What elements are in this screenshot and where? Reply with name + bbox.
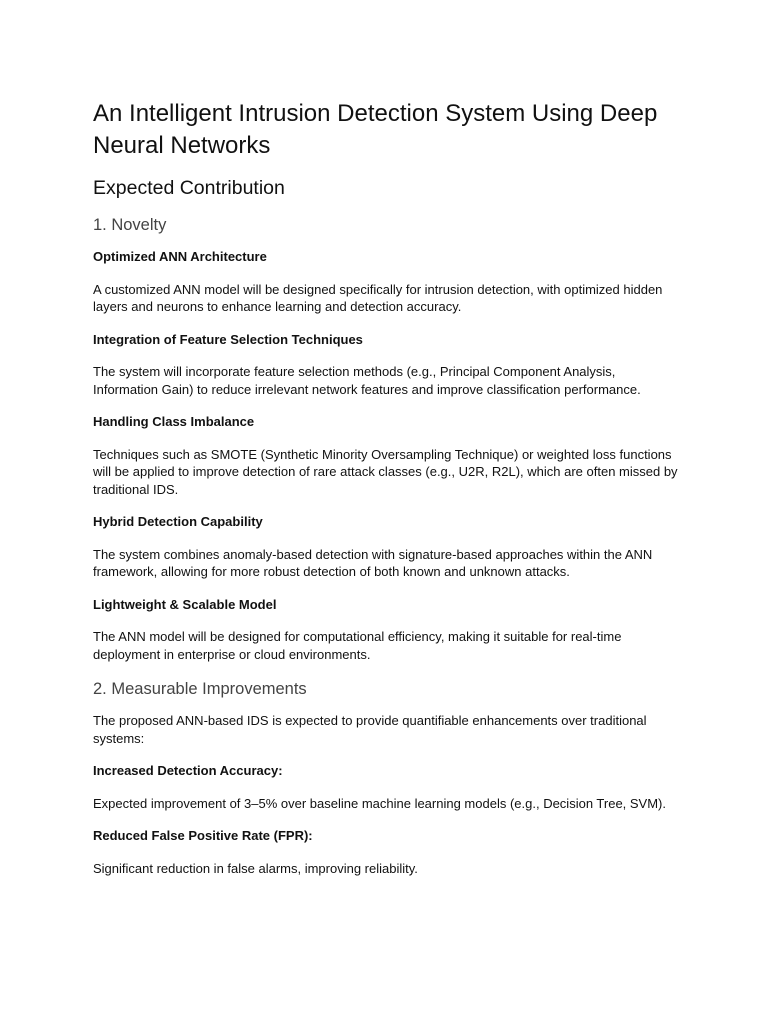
novelty-item-title: Hybrid Detection Capability (93, 514, 263, 529)
novelty-item-text: A customized ANN model will be designed specifically for intrusion detection, with optimized hidden layers and neurons to enhance learning and detection accuracy. (93, 281, 663, 314)
improvement-item-text: Significant reduction in false alarms, improving reliability. (93, 860, 418, 876)
novelty-item (93, 331, 683, 399)
novelty-item-title: Handling Class Imbalance (93, 414, 255, 429)
document-title: An Intelligent Intrusion Detection System Using Deep Neural Networks (93, 100, 658, 159)
subsection-heading-measurable-improvements: 2. Measurable Improvements (93, 680, 307, 698)
improvement-item (93, 827, 683, 877)
novelty-item-title: Lightweight & Scalable Model (93, 596, 277, 612)
subsection-heading-novelty: 1. Novelty (93, 216, 167, 234)
novelty-item-text: The system will incorporate feature selection methods (e.g., Principal Component Analysis, Information Gain) to reduce irrelevant network features and improve classification performance. (93, 364, 641, 397)
document-page (93, 98, 683, 892)
novelty-item-text: The ANN model will be designed for computational efficiency, making it suitable for real-time deployment in enterprise or cloud environments. (93, 629, 622, 662)
improvement-item-title: Reduced False Positive Rate (FPR): (93, 828, 313, 843)
novelty-item-text: The system combines anomaly-based detection with signature-based approaches within the ANN framework, allowing for more robust detection of both known and unknown attacks. (93, 546, 653, 579)
improvement-item-text: Expected improvement of 3–5% over baseline machine learning models (e.g., Decision Tree, SVM). (93, 795, 667, 811)
novelty-item-title: Integration of Feature Selection Techniques (93, 331, 363, 347)
section-heading-expected-contribution: Expected Contribution (93, 177, 285, 199)
novelty-item-title: Optimized ANN Architecture (93, 249, 267, 264)
novelty-item-text: Techniques such as SMOTE (Synthetic Minority Oversampling Technique) or weighted loss functions will be applied to improve detection of rare attack classes (e.g., U2R, R2L), which are often missed by traditional IDS. (93, 446, 678, 497)
improvement-item-title: Increased Detection Accuracy: (93, 763, 283, 778)
novelty-item (93, 513, 683, 581)
improvements-intro: The proposed ANN-based IDS is expected to provide quantifiable enhancements over traditional systems: (93, 713, 647, 746)
novelty-item (93, 413, 683, 498)
novelty-item (93, 248, 683, 316)
novelty-item (93, 596, 683, 664)
improvement-item (93, 762, 683, 812)
